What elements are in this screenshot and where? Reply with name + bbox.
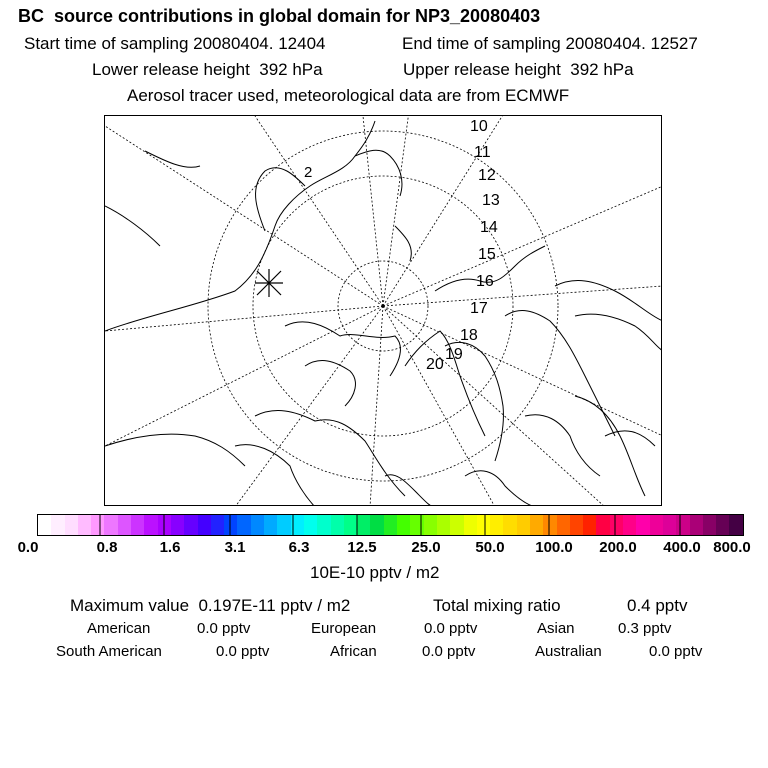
lower-release-height: Lower release height 392 hPa — [92, 60, 323, 79]
region-name: Asian — [537, 620, 575, 637]
colorbar-tick: 100.0 — [535, 539, 573, 556]
trajectory-label: 19 — [445, 346, 463, 363]
trajectory-label: 14 — [480, 219, 498, 236]
region-name: Australian — [535, 643, 602, 660]
region-name: African — [330, 643, 377, 660]
region-name: American — [87, 620, 151, 637]
region-name: South American — [56, 643, 162, 660]
region-name: European — [311, 620, 377, 637]
upper-release-height: Upper release height 392 hPa — [403, 60, 634, 79]
tracer-note: Aerosol tracer used, meteorological data are from ECMWF — [127, 86, 570, 105]
region-value: 0.3 pptv — [618, 620, 672, 637]
trajectory-label: 15 — [478, 246, 496, 263]
trajectory-label: 18 — [460, 327, 478, 344]
trajectory-label: 11 — [474, 144, 491, 161]
map-canvas — [105, 116, 662, 506]
meridians — [105, 116, 662, 506]
colorbar-tick: 800.0 — [713, 539, 751, 556]
region-value: 0.0 pptv — [197, 620, 251, 637]
colorbar-tick: 0.8 — [96, 539, 118, 556]
colorbar-separators — [37, 514, 744, 536]
end-time: End time of sampling 20080404. 12527 — [402, 34, 698, 53]
start-time: Start time of sampling 20080404. 12404 — [24, 34, 326, 53]
trajectory-label: 2 — [304, 164, 313, 181]
colorbar-tick: 6.3 — [288, 539, 310, 556]
trajectory-label: 10 — [470, 118, 488, 135]
total-mixing-ratio-value: 0.4 pptv — [627, 596, 688, 615]
maximum-value: Maximum value 0.197E-11 pptv / m2 — [70, 596, 351, 615]
colorbar-tick: 200.0 — [599, 539, 637, 556]
trajectory-label: 12 — [478, 167, 496, 184]
plot-title: BC source contributions in global domain for NP3_20080403 — [18, 6, 541, 26]
colorbar-unit: 10E-10 pptv / m2 — [310, 563, 440, 582]
polar-map — [104, 115, 662, 506]
colorbar-tick: 3.1 — [224, 539, 246, 556]
region-value: 0.0 pptv — [216, 643, 270, 660]
trajectory-label: 13 — [482, 192, 500, 209]
colorbar-tick: 1.6 — [159, 539, 181, 556]
trajectory-label: 20 — [426, 356, 444, 373]
colorbar-tick: 0.0 — [17, 539, 39, 556]
coastlines — [105, 121, 662, 506]
trajectory-label: 17 — [470, 300, 488, 317]
receptor-star-icon — [255, 269, 283, 297]
total-mixing-ratio-label: Total mixing ratio — [433, 596, 561, 615]
trajectory-label: 16 — [476, 273, 494, 290]
colorbar-tick: 50.0 — [475, 539, 505, 556]
region-value: 0.0 pptv — [649, 643, 703, 660]
colorbar-tick: 400.0 — [663, 539, 701, 556]
region-value: 0.0 pptv — [422, 643, 476, 660]
region-value: 0.0 pptv — [424, 620, 478, 637]
colorbar-tick: 25.0 — [411, 539, 441, 556]
colorbar-tick: 12.5 — [347, 539, 377, 556]
